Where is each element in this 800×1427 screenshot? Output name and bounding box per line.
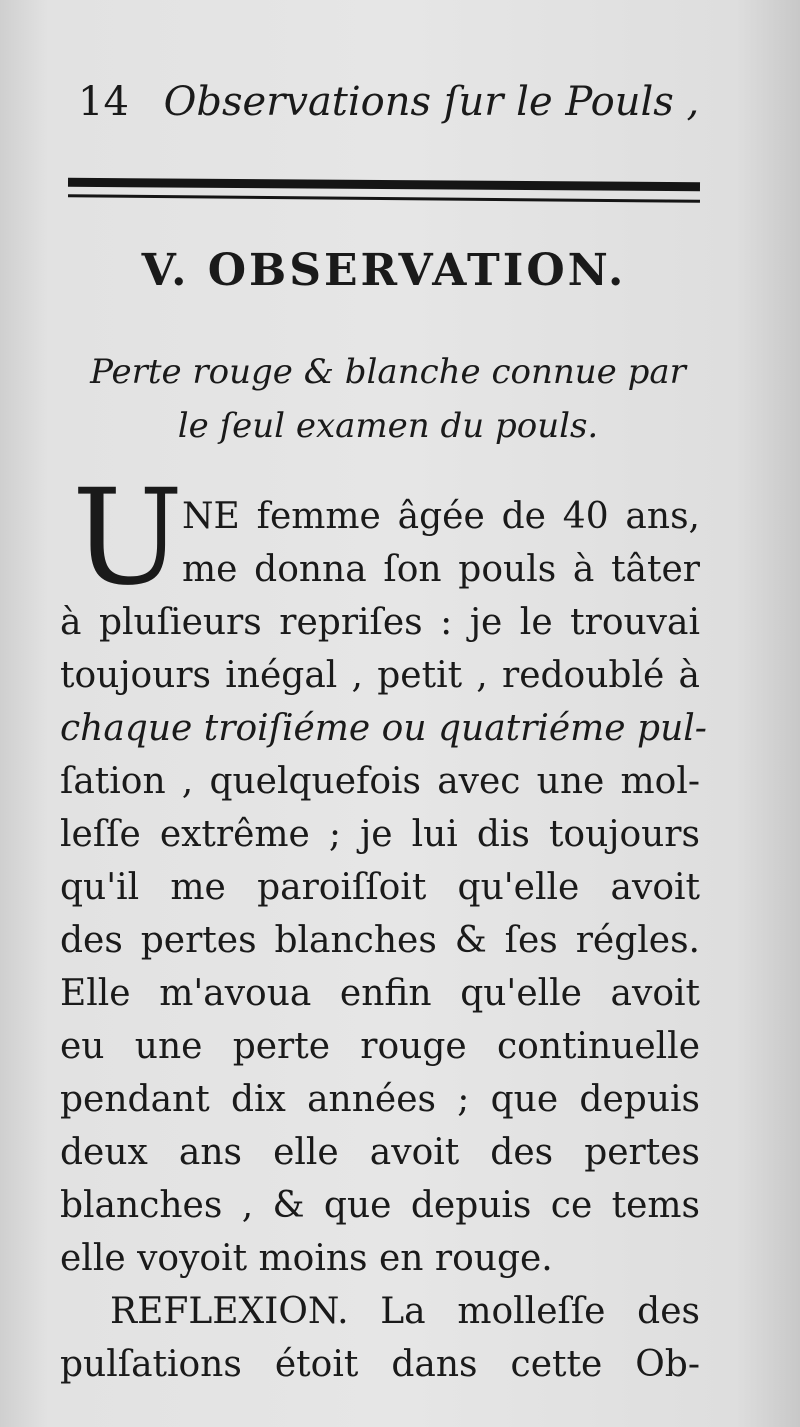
body-line: des pertes blanches & ſes régles. [60,920,700,961]
body-line: eu une perte rouge continuelle [60,1026,700,1067]
body-line: NE femme âgée de 40 ans, [182,496,700,537]
body-line: deux ans elle avoit des pertes [60,1132,700,1173]
body-line: REFLEXION. La molleſſe des [110,1291,700,1332]
subtitle-line: Perte rouge & blanche connue par [90,352,686,392]
body-line: Elle m'avoua enfin qu'elle avoit [60,973,700,1014]
body-line: à pluſieurs repriſes : je le trouvai [60,602,700,643]
body-line: ſation , quelquefois avec une mol- [60,761,700,802]
subtitle-line: le ſeul examen du pouls. [177,406,599,446]
section-subtitle [68,345,708,453]
body-line: pulſations étoit dans cette Ob- [60,1344,700,1385]
body-line: me donna ſon pouls à tâter [182,549,700,590]
body-line: chaque troiſiéme ou quatriéme pul- [60,708,707,749]
section-heading: V. OBSERVATION. [141,245,627,296]
drop-cap: U [72,461,184,615]
page-number: 14 [78,79,129,125]
header-rule-thick [68,178,700,191]
running-head [78,72,718,132]
body-line: qu'il me paroiſſoit qu'elle avoit [60,867,700,908]
header-rule-thin [68,194,700,203]
body-text [60,490,707,1391]
body-line: elle voyoit moins en rouge. [60,1238,553,1279]
running-title: Observations ſur le Pouls , [163,79,700,125]
body-line: toujours inégal , petit , redoublé à [60,655,700,696]
body-line: blanches , & que depuis ce tems [60,1185,700,1226]
body-line: pendant dix années ; que depuis [60,1079,700,1120]
body-line: leſſe extrême ; je lui dis toujours [60,814,700,855]
